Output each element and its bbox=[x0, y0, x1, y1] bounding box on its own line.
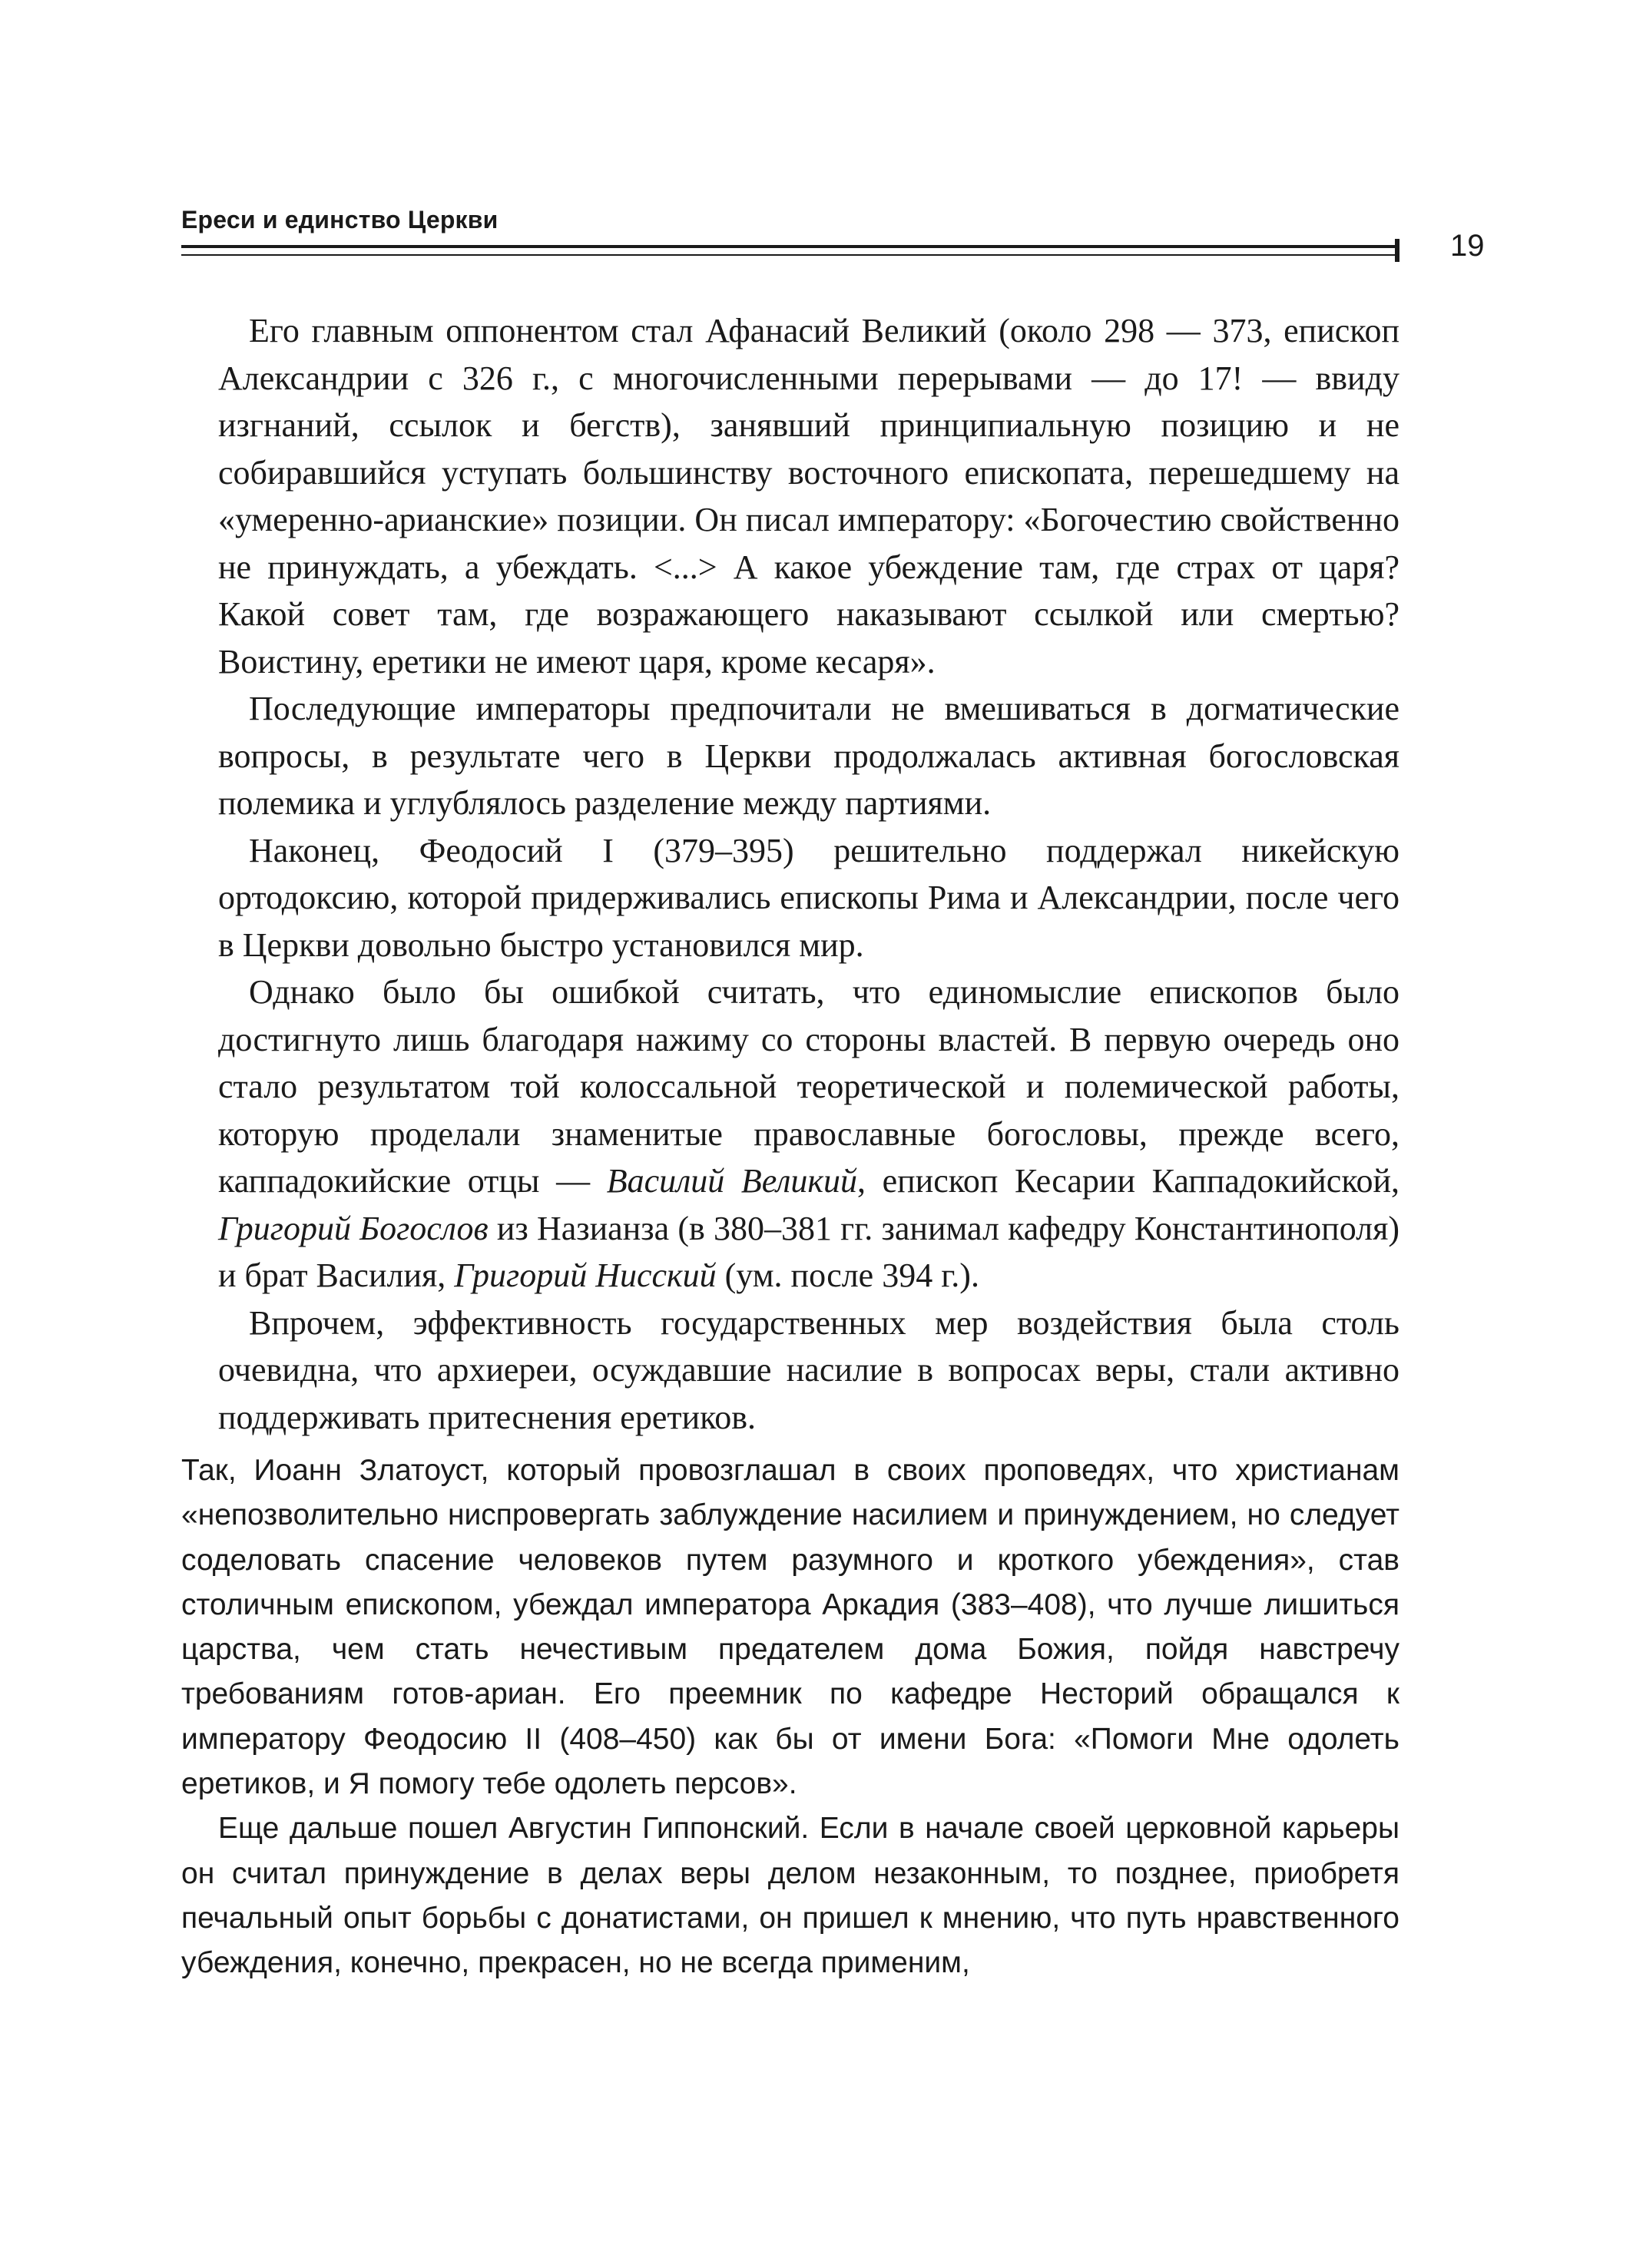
cappadocians-text-1: Однако было бы ошибкой считать, что единомыслие епископов было достигнуто лишь благодаря нажиму со стороны властей. В первую очередь оно стало результатом той колоссальной теоретической и полемической работы, которую проделали знаменитые православные богословы, прежде всего, каппадокийские отцы — bbox=[218, 973, 1399, 1200]
paragraph-athanasius: Его главным оппонентом стал Афанасий Великий (около 298 — 373, епископ Александрии с 326 г., с многочисленными перерывами — до 17! — ввиду изгнаний, ссылок и бегств), занявший принципиальную позицию и не собиравшийся уступать большинству восточного епископата, перешедшему на «умеренно-арианские» позиции. Он писал императору: «Богочестию свойственно не принуждать, а убеждать. <...> А какое убеждение там, где страх от царя? Какой совет там, где возражающего наказывают ссылкой или смертью? Воистину, еретики не имеют царя, кроме кесаря». bbox=[218, 312, 1399, 680]
header-rule-thick bbox=[181, 245, 1398, 248]
paragraph-state-measures: Впрочем, эффективность государственных мер воздействия была столь очевидна, что архиереи, осуждавшие насилие в вопросах веры, стали активно поддерживать притеснения еретиков. bbox=[218, 1303, 1399, 1436]
serif-text-block bbox=[218, 307, 1399, 1441]
running-head: Ереси и единство Церкви bbox=[181, 206, 499, 233]
paragraph-chrysostom: Так, Иоанн Златоуст, который провозглашал в своих проповедях, что христианам «непозволительно ниспровергать заблуждение насилием и принуждением, но следует соделовать спасение человеков путем разумного и кроткого убеждения», став столичным епископом, убеждал императора Аркадия (383–408), что лучше лишиться царства, чем стать нечестивым предателем дома Божия, пойдя навстречу требованиям готов-ариан. Его преемник по кафедре Несторий обращался к императору Феодосию II (408–450) как бы от имени Бога: «Помоги Мне одолеть еретиков, и Я помогу тебе одолеть персов». bbox=[181, 1454, 1399, 1801]
page-number: 19 bbox=[1450, 229, 1485, 263]
name-gregory-nyssa: Григорий Нисский bbox=[454, 1257, 717, 1294]
sans-text-block bbox=[181, 1449, 1399, 1986]
header-rule-end-bar bbox=[1395, 239, 1399, 262]
name-basil: Василий Великий bbox=[606, 1162, 857, 1200]
name-gregory-theologian: Григорий Богослов bbox=[218, 1209, 489, 1247]
cappadocians-text-3: из Назианза (в 380–381 гг. занимал кафедру Константинополя) и брат Василия, bbox=[218, 1209, 1399, 1294]
paragraph-cappadocians bbox=[218, 968, 1399, 1300]
paragraph-theodosius: Наконец, Феодосий I (379–395) решительно поддержал никейскую ортодоксию, которой придерживались епископы Рима и Александрии, после чего в Церкви довольно быстро установился мир. bbox=[218, 831, 1399, 964]
paragraph-later-emperors: Последующие императоры предпочитали не вмешиваться в догматические вопросы, в результате чего в Церкви продолжалась активная богословская полемика и углублялось разделение между партиями. bbox=[218, 690, 1399, 822]
header-rule-thin bbox=[181, 254, 1398, 256]
cappadocians-text-4: (ум. после 394 г.). bbox=[716, 1257, 979, 1294]
paragraph-augustine: Еще дальше пошел Августин Гиппонский. Если в начале своей церковной карьеры он считал принуждение в делах веры делом незаконным, то позднее, приобретя печальный опыт борьбы с донатистами, он пришел к мнению, что путь нравственного убеждения, конечно, прекрасен, но не всегда применим, bbox=[181, 1812, 1399, 1980]
cappadocians-text-2: , епископ Кесарии Каппадокийской, bbox=[856, 1162, 1400, 1200]
